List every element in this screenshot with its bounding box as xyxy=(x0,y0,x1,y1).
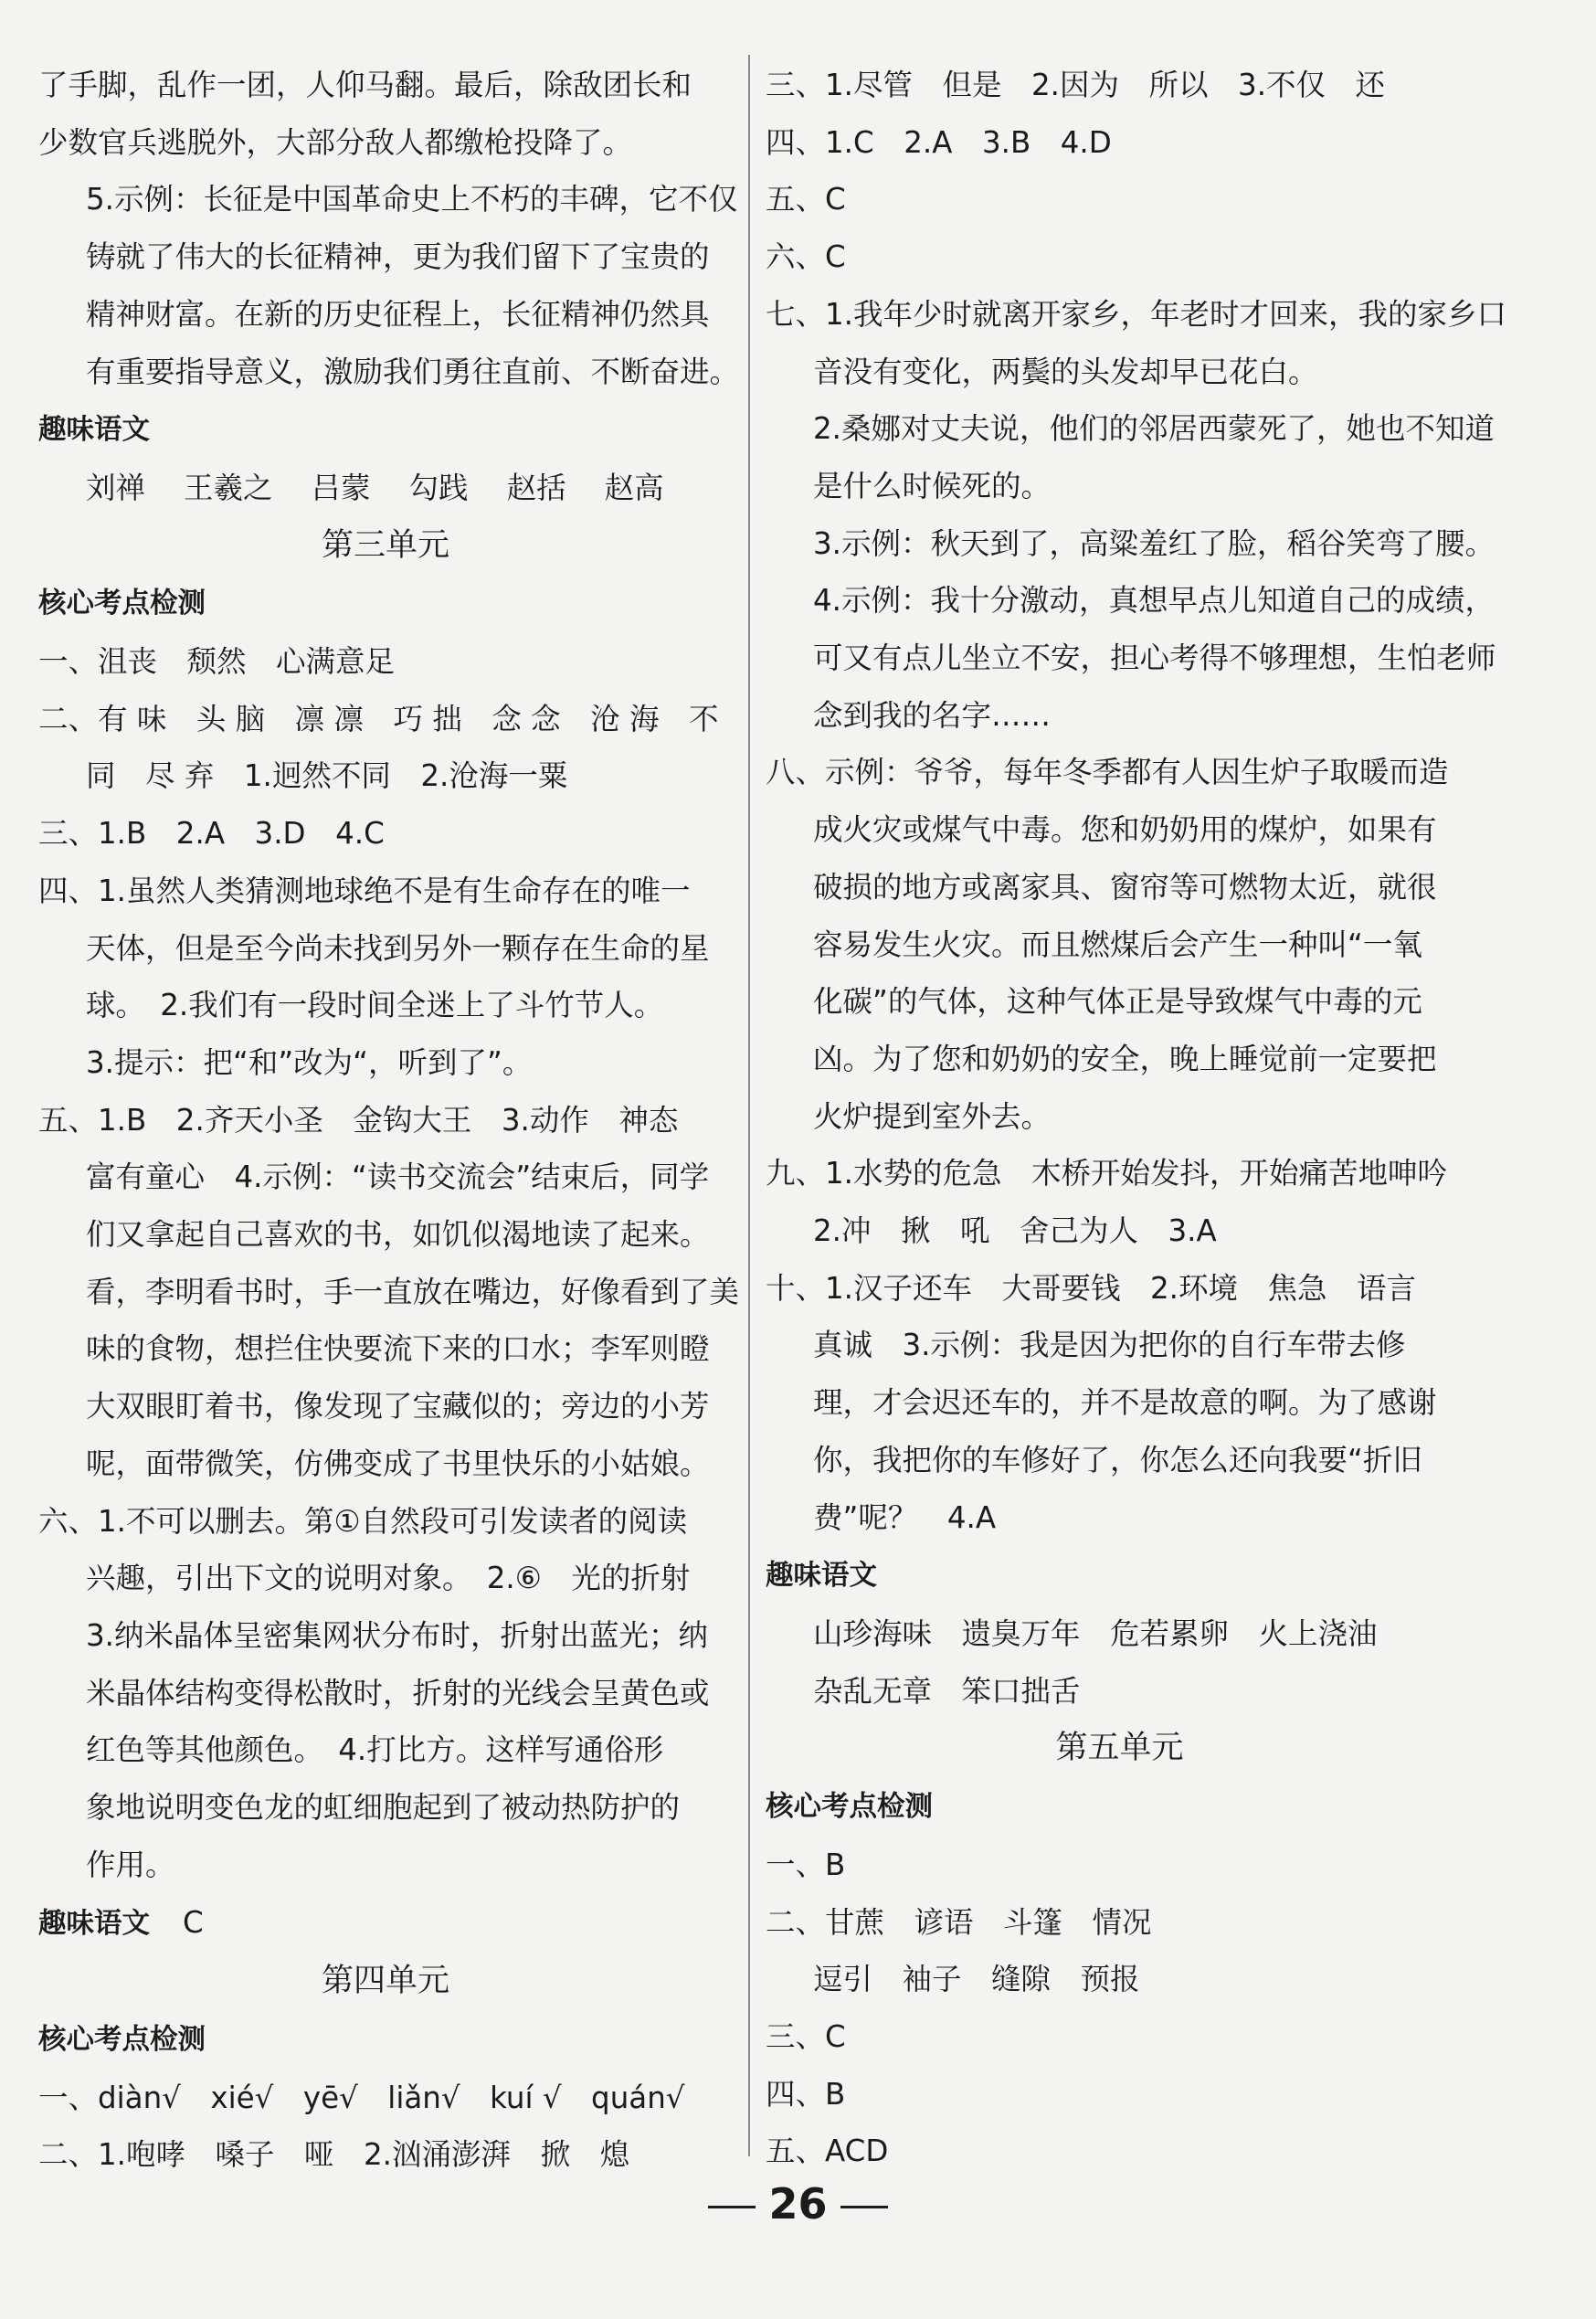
answer-line: 九、1.水势的危急 木桥开始发抖，开始痛苦地呻吟 xyxy=(766,1156,1448,1191)
answer-line: 真诚 3.示例：我是因为把你的自行车带去修 xyxy=(813,1328,1406,1363)
section-heading-text: 趣味语文 xyxy=(766,1560,877,1593)
answer-line: 是什么时候死的。 xyxy=(813,468,1052,503)
section-heading-text: 核心考点检测 xyxy=(766,1791,933,1824)
answer-line: 一、沮丧 颓然 心满意足 xyxy=(38,644,396,680)
answer-line: 有重要指导意义，激励我们勇往直前、不断奋进。 xyxy=(86,354,740,389)
answer-line: 二、有 味 头 脑 凛 凛 巧 拙 念 念 沧 海 不 xyxy=(38,701,719,736)
section-heading-text: 趣味语文 xyxy=(38,414,150,447)
answer-line: 八、示例：爷爷，每年冬季都有人因生炉子取暖而造 xyxy=(766,755,1449,790)
answer-line: 破损的地方或离家具、窗帘等可燃物太近，就很 xyxy=(813,869,1437,905)
section-heading-text: 核心考点检测 xyxy=(38,2023,206,2056)
name-item: 赵高 xyxy=(604,470,664,505)
name-item: 王羲之 xyxy=(184,470,273,505)
footer-dash-right xyxy=(840,2206,888,2208)
footer-dash-left xyxy=(708,2206,756,2208)
page-number: 26 xyxy=(768,2179,828,2229)
answer-line: 们又拿起自己喜欢的书，如饥似渴地读了起来。 xyxy=(86,1217,710,1253)
answer-line: 看，李明看书时，手一直放在嘴边，好像看到了美 xyxy=(86,1274,740,1309)
answer-line: 一、diàn√ xié√ yē√ liǎn√ kuí √ quán√ xyxy=(38,2080,685,2115)
answer-line: 可又有点儿坐立不安，担心考得不够理想，生怕老师 xyxy=(813,641,1496,676)
answer-line: 2.桑娜对丈夫说，他们的邻居西蒙死了，她也不知道 xyxy=(813,411,1496,447)
answer-line: 山珍海味 遗臭万年 危若累卵 火上浇油 xyxy=(813,1615,1378,1651)
answer-line: 呢，面带微笑，仿佛变成了书里快乐的小姑娘。 xyxy=(86,1445,710,1481)
answer-line: 味的食物，想拦住快要流下来的口水；李军则瞪 xyxy=(86,1331,710,1367)
section-heading xyxy=(766,1777,1474,1837)
answer-line: 三、C xyxy=(766,2018,846,2054)
answer-line: 念到我的名字…… xyxy=(813,697,1052,733)
answer-line: 3.提示：把“和”改为“，听到了”。 xyxy=(86,1044,533,1080)
answer-line: 逗引 袖子 缝隙 预报 xyxy=(813,1962,1140,1997)
answer-line: 了手脚，乱作一团，人仰马翻。最后，除敌团长和 xyxy=(38,68,692,102)
answer-line: 七、1.我年少时就离开家乡，年老时才回来，我的家乡口 xyxy=(766,296,1507,332)
answer-line: 五、1.B 2.齐天小圣 金钩大王 3.动作 神态 xyxy=(38,1102,679,1138)
answer-line: 米晶体结构变得松散时，折射的光线会呈黄色或 xyxy=(86,1675,710,1710)
answer-line: 球。 2.我们有一段时间全迷上了斗竹节人。 xyxy=(86,988,664,1023)
section-heading-text: 趣味语文 xyxy=(38,1907,150,1940)
answer-line: 5.示例：长征是中国革命史上不朽的丰碑，它不仅 xyxy=(86,182,738,217)
answer-line: 六、C xyxy=(766,239,846,275)
answer-line: 杂乱无章 笨口拙舌 xyxy=(813,1673,1081,1709)
section-heading xyxy=(38,1894,733,1954)
answer-line: 成火灾或煤气中毒。您和奶奶用的煤炉，如果有 xyxy=(813,812,1437,848)
answer-line: 二、1.咆哮 嗓子 哑 2.汹涌澎湃 掀 熄 xyxy=(38,2137,630,2173)
section-heading xyxy=(38,574,733,633)
answer-line: 理，才会迟还车的，并不是故意的啊。为了感谢 xyxy=(813,1385,1437,1421)
name-item: 吕蒙 xyxy=(311,470,371,505)
answer-line: 二、甘蔗 谚语 斗篷 情况 xyxy=(766,1904,1152,1940)
answer-line: 3.示例：秋天到了，高粱羞红了脸，稻谷笑弯了腰。 xyxy=(813,525,1496,561)
answer-line: 精神财富。在新的历史征程上，长征精神仍然具 xyxy=(86,296,710,332)
answer-line: 你，我把你的车修好了，你怎么还向我要“折旧 xyxy=(813,1442,1422,1477)
right-column xyxy=(766,57,1507,2180)
answer-line: 凶。为了您和奶奶的安全，晚上睡觉前一定要把 xyxy=(813,1041,1437,1076)
answer-line: 四、1.虽然人类猜测地球绝不是有生命存在的唯一 xyxy=(38,873,691,908)
answer-line: 化碳”的气体，这种气体正是导致煤气中毒的元 xyxy=(813,984,1422,1020)
answer-line: 2.冲 揪 吼 舍己为人 3.A xyxy=(813,1213,1217,1249)
answer-line: 象地说明变色龙的虹细胞起到了被动热防护的 xyxy=(86,1790,681,1826)
answer-line: 十、1.汉子还车 大哥要钱 2.环境 焦急 语言 xyxy=(766,1270,1417,1306)
answer-line: 三、1.尽管 但是 2.因为 所以 3.不仅 还 xyxy=(766,68,1386,102)
answer-line: 天体，但是至今尚未找到另外一颗存在生命的星 xyxy=(86,930,710,966)
answer-line: 铸就了伟大的长征精神，更为我们留下了宝贵的 xyxy=(86,239,710,275)
left-column xyxy=(38,57,740,2184)
name-item: 勾践 xyxy=(408,470,469,505)
answer-line: 容易发生火灾。而且燃煤后会产生一种叫“一氧 xyxy=(813,927,1422,962)
answer-line: 大双眼盯着书，像发现了宝藏似的；旁边的小芳 xyxy=(86,1389,710,1424)
section-heading xyxy=(38,2010,733,2070)
idiom-names-row xyxy=(38,460,733,517)
name-item: 赵括 xyxy=(506,470,566,505)
section-heading xyxy=(38,400,733,460)
answer-line: 音没有变化，两鬓的头发却早已花白。 xyxy=(813,354,1318,389)
section-heading-text: 核心考点检测 xyxy=(38,588,206,620)
answer-line: 一、B xyxy=(766,1847,846,1882)
answer-line: 同 尽 弃 1.迥然不同 2.沧海一粟 xyxy=(86,758,568,794)
column-divider xyxy=(748,55,750,2156)
answer-line: 四、B xyxy=(766,2076,846,2112)
answer-line: 火炉提到室外去。 xyxy=(813,1098,1052,1134)
answer-line: 4.示例：我十分激动，真想早点儿知道自己的成绩， xyxy=(813,583,1496,619)
section-heading xyxy=(766,1546,1474,1605)
answer-line: 三、1.B 2.A 3.D 4.C xyxy=(38,816,385,852)
page-footer xyxy=(0,2179,1596,2229)
answer-line: 兴趣，引出下文的说明对象。 2.⑥ 光的折射 xyxy=(86,1561,691,1596)
answer-line: 费”呢？ 4.A xyxy=(813,1499,997,1535)
answer-line: 五、C xyxy=(766,182,846,217)
answer-line: 少数官兵逃脱外，大部分敌人都缴枪投降了。 xyxy=(38,124,633,160)
unit-heading: 第四单元 xyxy=(321,1963,449,2000)
answer-line: 五、ACD xyxy=(766,2134,889,2169)
answer-line: 六、1.不可以删去。第①自然段可引发读者的阅读 xyxy=(38,1503,688,1539)
answer-line: 四、1.C 2.A 3.B 4.D xyxy=(766,124,1112,160)
answer-line: 作用。 xyxy=(86,1847,175,1882)
unit-heading: 第三单元 xyxy=(321,526,449,564)
answer-line: 红色等其他颜色。 4.打比方。这样写通俗形 xyxy=(86,1732,664,1768)
answer-line: 3.纳米晶体呈密集网状分布时，折射出蓝光；纳 xyxy=(86,1617,709,1653)
name-item: 刘禅 xyxy=(86,470,146,505)
unit-heading: 第五单元 xyxy=(1055,1730,1184,1767)
section-answer: C xyxy=(183,1904,204,1940)
answer-line: 富有童心 4.示例：“读书交流会”结束后，同学 xyxy=(86,1160,710,1195)
